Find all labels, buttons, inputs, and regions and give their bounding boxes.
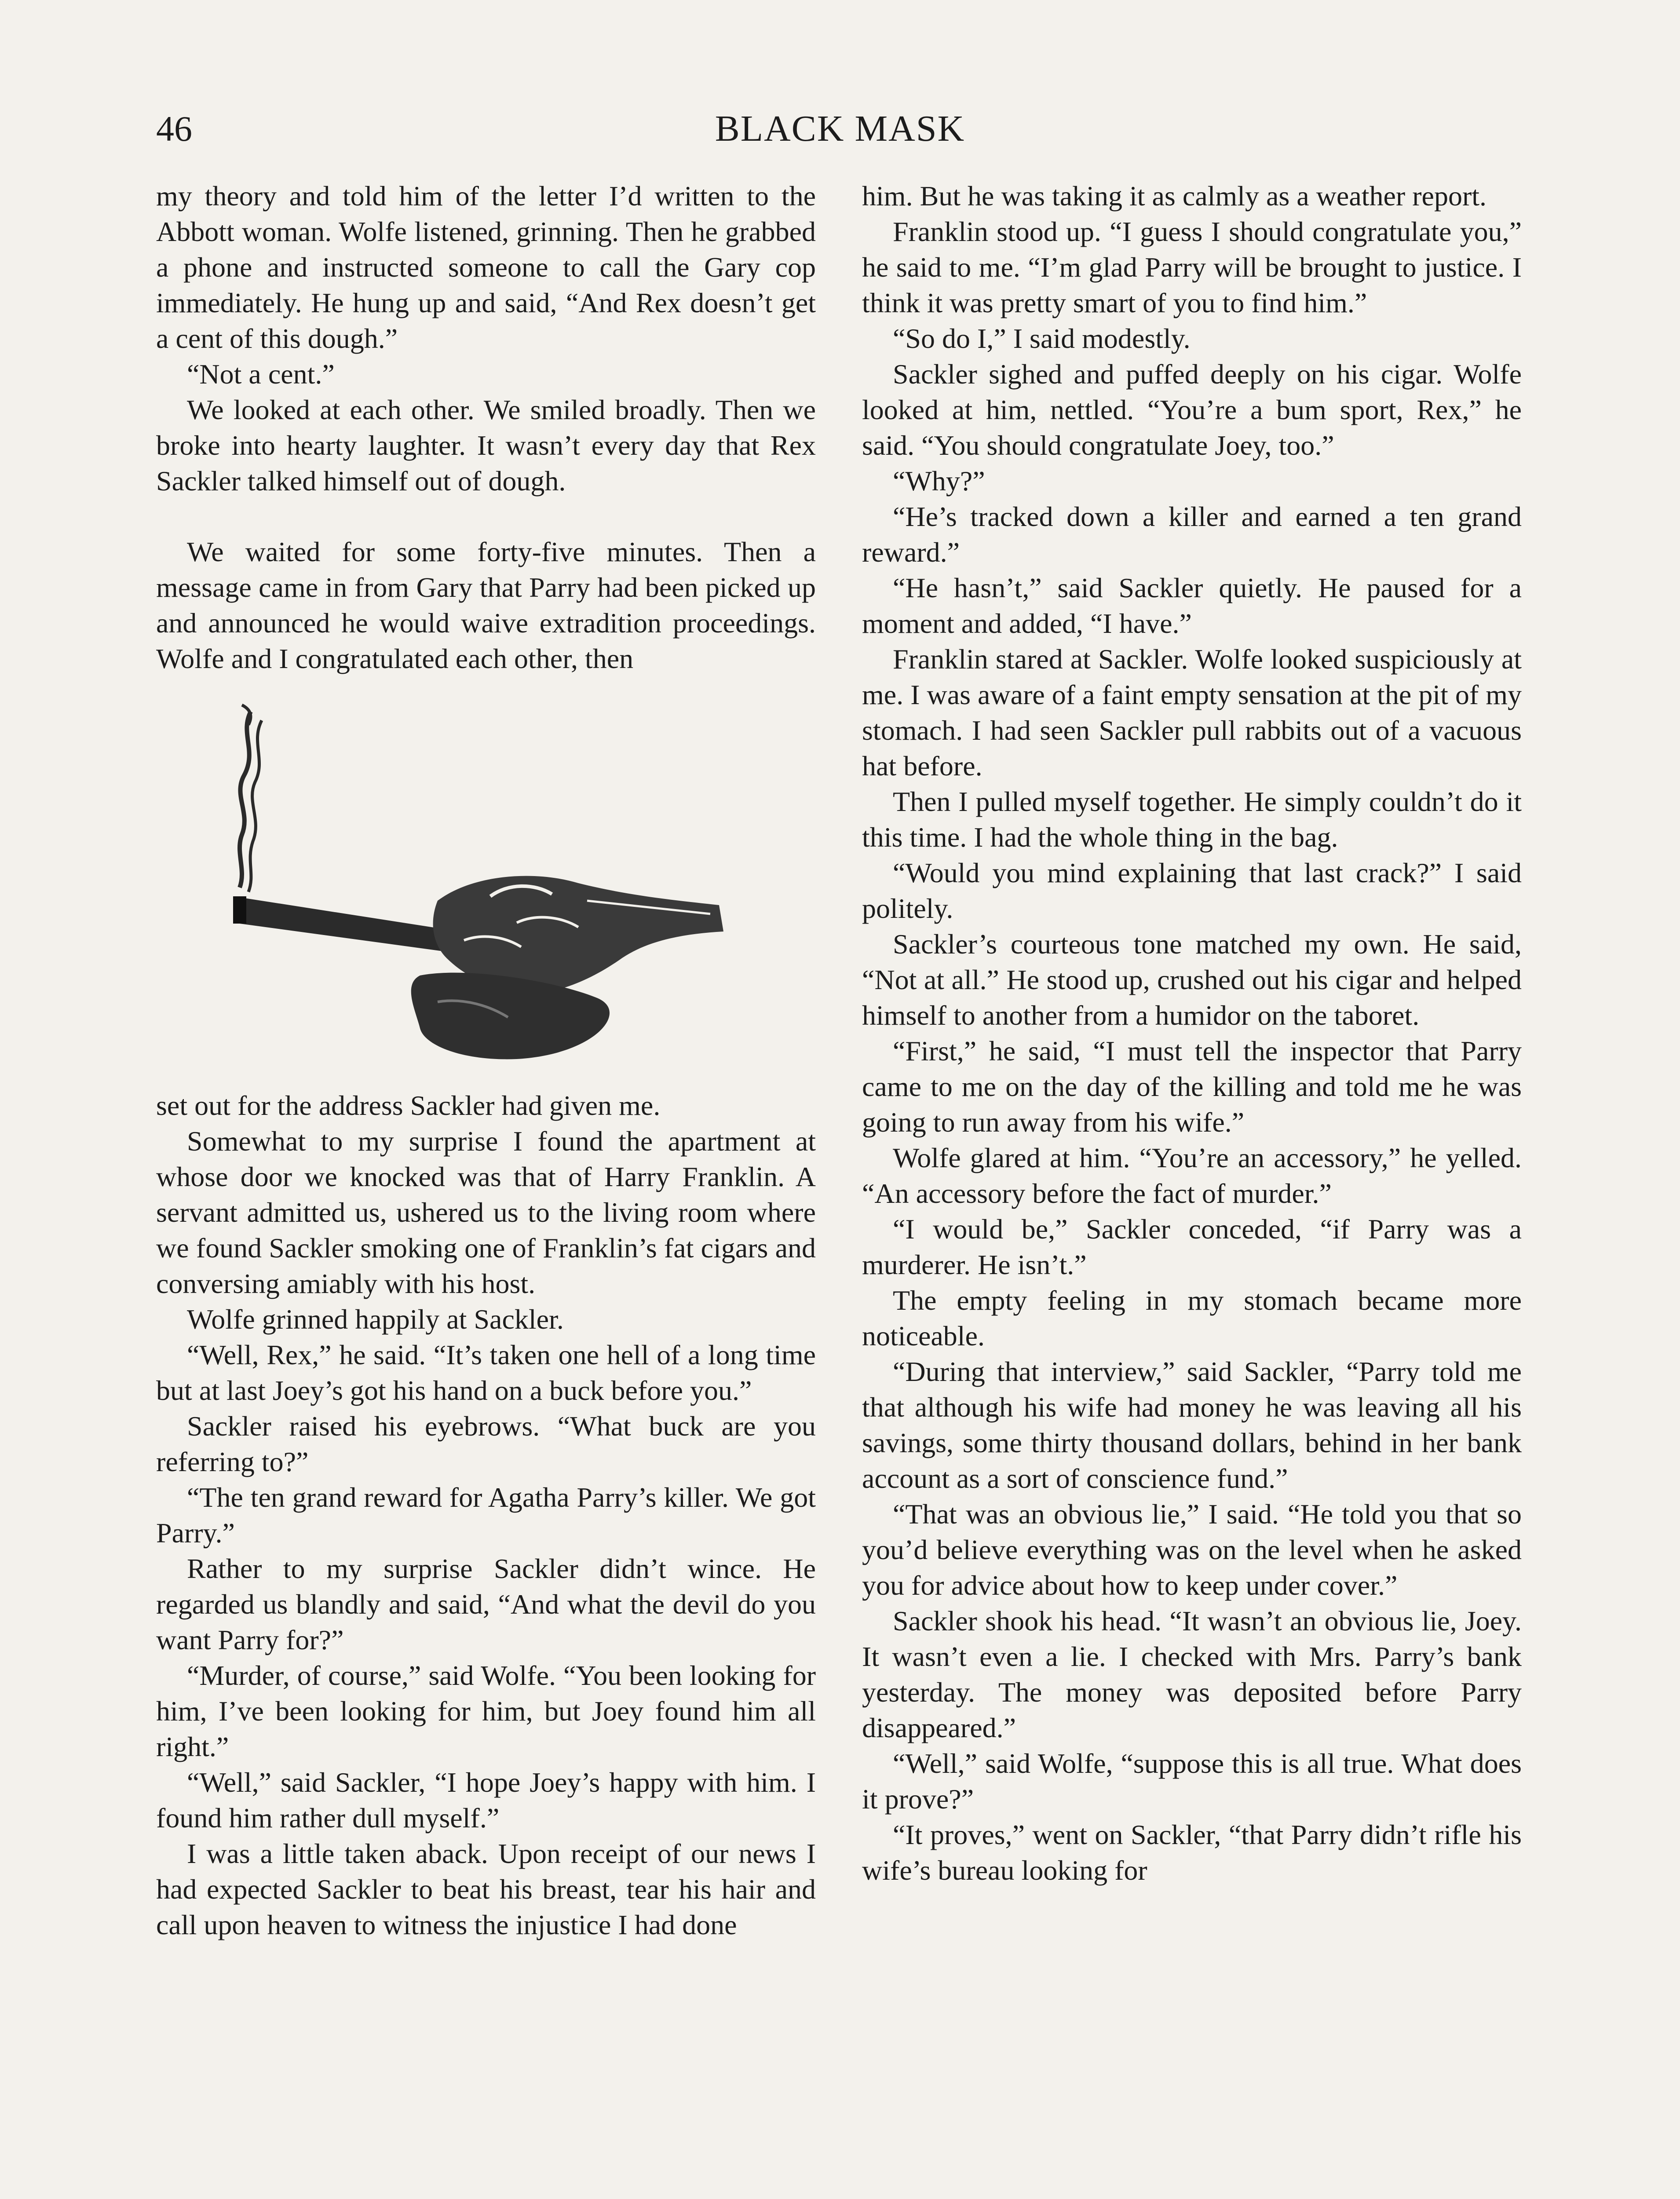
magazine-title: BLACK MASK — [715, 108, 965, 149]
paragraph: “The ten grand reward for Agatha Parry’s killer. We got Parry.” — [156, 1482, 816, 1549]
paragraph: Franklin stood up. “I guess I should congratulate you,” he said to me. “I’m glad Parry will be brought to justice. I think it was pretty smart of you to find him.” — [862, 216, 1522, 318]
illustration-graphic — [156, 694, 816, 1072]
paragraph: “So do I,” I said modestly. — [893, 323, 1191, 354]
paragraph: “Well,” said Sackler, “I hope Joey’s happy with him. I found him rather dull myself.” — [156, 1767, 816, 1834]
paragraph: “Would you mind explaining that last crack?” I said politely. — [862, 857, 1522, 924]
paragraph: “Why?” — [893, 465, 985, 497]
paragraph: Sackler sighed and puffed deeply on his cigar. Wolfe looked at him, nettled. “You’re a bum sport, Rex,” he said. “You should congratulate Joey, too.” — [862, 358, 1522, 461]
paragraph: him. But he was taking it as calmly as a weather report. — [862, 180, 1487, 212]
paragraph: Rather to my surprise Sackler didn’t wince. He regarded us blandly and said, “And what the devil do you want Parry for?” — [156, 1553, 816, 1655]
paragraph: Sackler shook his head. “It wasn’t an obvious lie, Joey. It wasn’t even a lie. I checked with Mrs. Parry’s bank yesterday. The money was deposited before Parry disappeared.” — [862, 1605, 1522, 1743]
paragraph: We waited for some forty-five minutes. Then a message came in from Gary that Parry had been picked up and announced he would waive extradition proceedings. Wolfe and I congratulated each other, then — [156, 536, 816, 674]
paragraph: The empty feeling in my stomach became more noticeable. — [862, 1285, 1522, 1352]
paragraph: Wolfe glared at him. “You’re an accessory,” he yelled. “An accessory before the fact of murder.” — [862, 1142, 1522, 1209]
paragraph: We looked at each other. We smiled broadly. Then we broke into hearty laughter. It wasn’t every day that Rex Sackler talked himself out of dough. — [156, 394, 816, 497]
paragraph: “First,” he said, “I must tell the inspector that Parry came to me on the day of the killing and told me he was going to run away from his wife.” — [862, 1035, 1522, 1138]
paragraph: “I would be,” Sackler conceded, “if Parry was a murderer. He isn’t.” — [862, 1213, 1522, 1280]
paragraph: “Murder, of course,” said Wolfe. “You been looking for him, I’ve been looking for him, but Joey found him all right.” — [156, 1660, 816, 1762]
paragraph: “It proves,” went on Sackler, “that Parry didn’t rifle his wife’s bureau looking for — [862, 1819, 1522, 1886]
paragraph: Sackler raised his eyebrows. “What buck are you referring to?” — [156, 1410, 816, 1477]
left-column — [156, 178, 816, 1943]
page-number: 46 — [156, 109, 192, 149]
paragraph: “He’s tracked down a killer and earned a ten grand reward.” — [862, 501, 1522, 568]
paragraph: Somewhat to my surprise I found the apartment at whose door we knocked was that of Harry Franklin. A servant admitted us, ushered us to the living room where we found Sackler smoking one of Franklin’s fat cigars and conversing amiably with his host. — [156, 1125, 816, 1299]
paragraph: “During that interview,” said Sackler, “Parry told me that although his wife had money he was leaving all his savings, some thirty thousand dollars, behind in her bank account as a sort of conscience fund.” — [862, 1356, 1522, 1494]
page-header — [156, 105, 1524, 153]
paragraph: set out for the address Sackler had given me. — [156, 1090, 661, 1121]
right-column — [862, 178, 1522, 1888]
paragraph: I was a little taken aback. Upon receipt of our news I had expected Sackler to beat his breast, tear his hair and call upon heaven to witness the injustice I had done — [156, 1838, 816, 1940]
hand-and-cigar-illustration — [156, 694, 816, 1072]
paragraph: “Not a cent.” — [187, 358, 335, 390]
paragraph: “That was an obvious lie,” I said. “He told you that so you’d believe everything was on the level when he asked you for advice about how to keep under cover.” — [862, 1498, 1522, 1601]
paragraph: my theory and told him of the letter I’d written to the Abbott woman. Wolfe listened, grinning. Then he grabbed a phone and instructed someone to call the Gary cop immediately. He hung up and said, “And Rex doesn’t get a cent of this dough.” — [156, 180, 816, 354]
paragraph: “He hasn’t,” said Sackler quietly. He paused for a moment and added, “I have.” — [862, 572, 1522, 639]
paragraph: Wolfe grinned happily at Sackler. — [187, 1304, 564, 1335]
paragraph: Franklin stared at Sackler. Wolfe looked suspiciously at me. I was aware of a faint empty sensation at the pit of my stomach. I had seen Sackler pull rabbits out of a vacuous hat before. — [862, 643, 1522, 782]
paragraph: Then I pulled myself together. He simply couldn’t do it this time. I had the whole thing in the bag. — [862, 786, 1522, 853]
paragraph: “Well,” said Wolfe, “suppose this is all true. What does it prove?” — [862, 1748, 1522, 1815]
paragraph: “Well, Rex,” he said. “It’s taken one hell of a long time but at last Joey’s got his hand on a buck before you.” — [156, 1339, 816, 1406]
paragraph: Sackler’s courteous tone matched my own. He said, “Not at all.” He stood up, crushed out his cigar and helped himself to another from a humidor on the taboret. — [862, 928, 1522, 1031]
